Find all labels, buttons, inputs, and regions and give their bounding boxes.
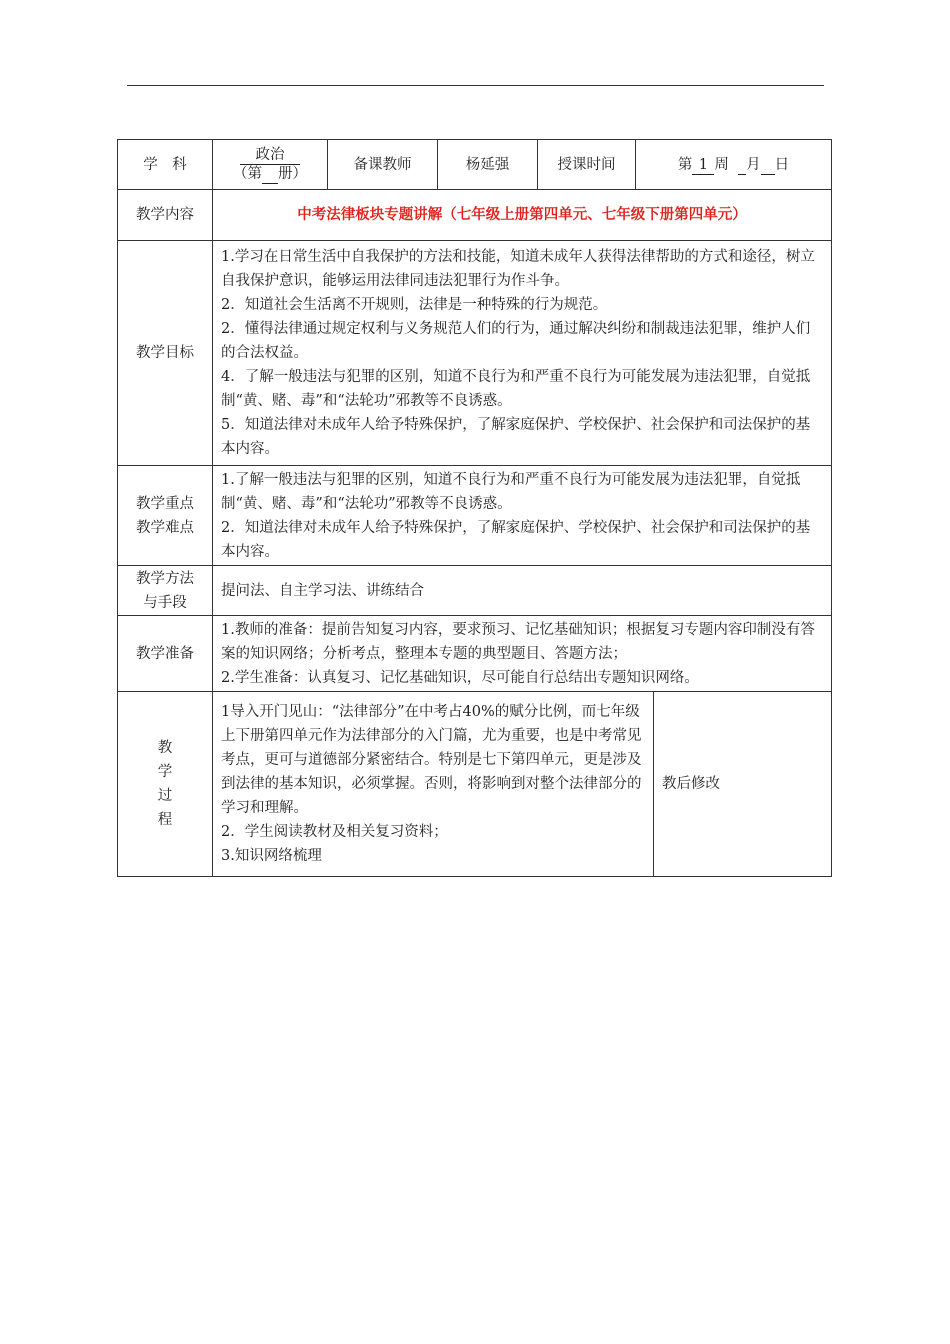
- week-unit: 周: [714, 156, 729, 173]
- time-value: [636, 140, 832, 190]
- process-row: [118, 692, 832, 877]
- difficulty-label: 教学难点: [136, 519, 194, 536]
- volume-blank: [262, 165, 278, 184]
- key-points-content: [213, 466, 832, 566]
- methods-label-line1: 教学方法: [136, 570, 194, 587]
- subject-value: 政治: [240, 146, 300, 165]
- week-prefix: 第: [677, 156, 693, 173]
- process-item: 2．学生阅读教材及相关复习资料；: [221, 824, 448, 840]
- methods-row: [118, 566, 832, 616]
- preparation-label: 教学准备: [118, 616, 213, 692]
- objective-item: 1.学习在日常生活中自我保护的方法和技能，知道未成年人获得法律帮助的方式和途径，树立自我保护意识，能够运用法律同违法犯罪行为作斗争。: [221, 249, 815, 289]
- key-points-label: [118, 466, 213, 566]
- revision-cell: [654, 692, 832, 877]
- process-label: [118, 692, 213, 877]
- key-points-row: [118, 466, 832, 566]
- header-row: [118, 140, 832, 190]
- content-title: 中考法律板块专题讲解（七年级上册第四单元、七年级下册第四单元）: [213, 190, 832, 241]
- content-row: [118, 190, 832, 241]
- volume-prefix: （第: [233, 165, 262, 182]
- preparation-content: [213, 616, 832, 692]
- methods-label-line2: 与手段: [143, 594, 187, 611]
- subject-cell: [213, 140, 328, 190]
- preparation-item: 1.教师的准备：提前告知复习内容，要求预习、记忆基础知识；根据复习专题内容印制没有答案的知识网络；分析考点，整理本专题的典型题目、答题方法；: [221, 621, 815, 662]
- preparation-item: 2.学生准备：认真复习、记忆基础知识，尽可能自行总结出专题知识网络。: [221, 669, 699, 686]
- teacher-label: 备课教师: [328, 140, 438, 190]
- preparation-row: [118, 616, 832, 692]
- objective-item: 5．知道法律对未成年人给予特殊保护，了解家庭保护、学校保护、社会保护和司法保护的基本内容。: [221, 417, 811, 457]
- subject-label: 学 科: [118, 140, 213, 190]
- objective-item: 2．懂得法律通过规定权利与义务规范人们的行为，通过解决纠纷和制裁违法犯罪，维护人们的合法权益。: [221, 321, 811, 361]
- objectives-row: [118, 241, 832, 466]
- volume-suffix: 册）: [278, 165, 307, 182]
- process-item: 1导入开门见山：“法律部分”在中考占40%的赋分比例，而七年级上下册第四单元作为法律部分的入门篇，尤为重要，也是中考常见考点，更可与道德部分紧密结合。特别是七下第四单元，更是涉及到法律的基本知识，必须掌握。否则，将影响到对整个法律部分的学习和理解。: [221, 704, 642, 816]
- week-number: 1: [692, 156, 714, 175]
- revision-label: 教后修改: [662, 776, 720, 792]
- key-point-item: 1.了解一般违法与犯罪的区别，知道不良行为和严重不良行为可能发展为违法犯罪，自觉抵制“黄、赌、毒”和“法轮功”邪教等不良诱惑。: [221, 471, 801, 512]
- process-label-char: 学: [157, 764, 173, 780]
- process-label-char: 过: [157, 788, 173, 804]
- objectives-content: [213, 241, 832, 466]
- objective-item: 2．知道社会生活离不开规则，法律是一种特殊的行为规范。: [221, 297, 608, 313]
- objectives-label: 教学目标: [118, 241, 213, 466]
- process-label-char: 程: [157, 812, 173, 828]
- key-point-label: 教学重点: [136, 495, 194, 512]
- header-rule: [127, 85, 824, 86]
- lesson-plan-table: [117, 139, 832, 877]
- teacher-name: 杨延强: [438, 140, 538, 190]
- time-label: 授课时间: [538, 140, 636, 190]
- key-point-item: 2．知道法律对未成年人给予特殊保护，了解家庭保护、学校保护、社会保护和司法保护的基本内容。: [221, 519, 811, 560]
- day-unit: 日: [774, 156, 790, 173]
- process-content: [213, 692, 654, 877]
- methods-text: 提问法、自主学习法、讲练结合: [213, 566, 832, 616]
- month-blank: [738, 156, 746, 175]
- content-label: 教学内容: [118, 190, 213, 241]
- process-label-char: 教: [157, 740, 173, 756]
- day-blank: [761, 156, 775, 175]
- process-item: 3.知识网络梳理: [221, 848, 322, 864]
- methods-label: [118, 566, 213, 616]
- objective-item: 4．了解一般违法与犯罪的区别，知道不良行为和严重不良行为可能发展为违法犯罪，自觉抵制“黄、赌、毒”和“法轮功”邪教等不良诱惑。: [221, 369, 811, 409]
- month-unit: 月: [746, 156, 761, 173]
